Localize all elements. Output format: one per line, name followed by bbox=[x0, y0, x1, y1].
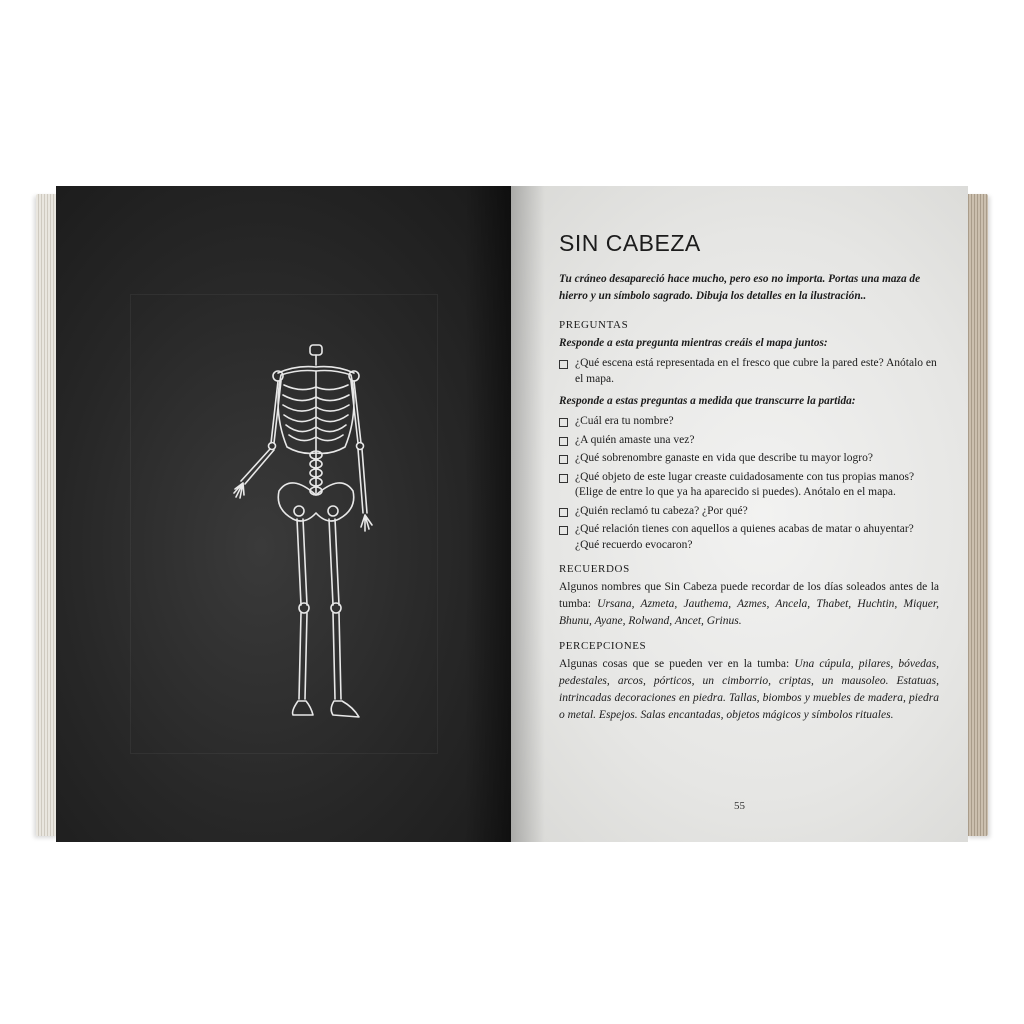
section-heading-preguntas: PREGUNTAS bbox=[559, 319, 629, 331]
question-item: ¿Qué sobrenombre ganaste en vida que describe tu mayor logro? bbox=[559, 451, 939, 467]
checkbox-icon[interactable] bbox=[559, 474, 568, 483]
question-item: ¿Quién reclamó tu cabeza? ¿Por qué? bbox=[559, 504, 939, 520]
question-item: ¿Qué relación tienes con aquellos a quienes acabas de matar o ahuyentar? ¿Qué recuerdo evocaron? bbox=[559, 522, 939, 553]
section-heading-percepciones: PERCEPCIONES bbox=[559, 640, 647, 652]
headless-skeleton-illustration bbox=[221, 343, 431, 763]
right-page bbox=[511, 186, 968, 842]
page-content bbox=[559, 230, 939, 734]
checkbox-icon[interactable] bbox=[559, 437, 568, 446]
recuerdos-names: Ursana, Azmeta, Jauthema, Azmes, Ancela, Thabet, Huchtin, Miquer, Bhunu, Ayane, Rolwand, Ancet, Grinus. bbox=[559, 598, 939, 627]
question-list-2 bbox=[559, 414, 939, 553]
open-book bbox=[36, 186, 988, 842]
checkbox-icon[interactable] bbox=[559, 360, 568, 369]
question-item: ¿Qué escena está representada en el fresco que cubre la pared este? Anótalo en el mapa. bbox=[559, 356, 939, 387]
preguntas-subheading-1: Responde a esta pregunta mientras creáis el mapa juntos: bbox=[559, 337, 828, 349]
question-item: ¿Cuál era tu nombre? bbox=[559, 414, 939, 430]
left-page bbox=[56, 186, 511, 842]
page-title: SIN CABEZA bbox=[559, 230, 701, 256]
section-heading-recuerdos: RECUERDOS bbox=[559, 563, 630, 575]
question-item: ¿Qué objeto de este lugar creaste cuidadosamente con tus propias manos? (Elige de entre lo que ya ha aparecido si puedes). Anótalo en el mapa. bbox=[559, 470, 939, 501]
question-item: ¿A quién amaste una vez? bbox=[559, 433, 939, 449]
checkbox-icon[interactable] bbox=[559, 418, 568, 427]
checkbox-icon[interactable] bbox=[559, 508, 568, 517]
page-edges-left bbox=[36, 194, 58, 836]
page-number: 55 bbox=[734, 800, 745, 812]
spine-shadow bbox=[465, 186, 511, 842]
percepciones-list: Una cúpula, pilares, bóvedas, pedestales, arcos, pórticos, un cimborrio, criptas, un mausoleo. Estatuas, intrincadas decoraciones en piedra. Tallas, biombos y muebles de madera, piedra o metal. Espejos. Salas encantadas, objetos mágicos y símbolos rituales. bbox=[559, 658, 939, 721]
recuerdos-text: Algunos nombres que Sin Cabeza puede recordar de los días soleados antes de la tumba: Ursana, Azmeta, Jauthema, Azmes, Ancela, Thabet, Huchtin, Miquer, Bhunu, Ayane, Rolwand, Ancet, Grinus. bbox=[559, 581, 939, 627]
intro-text: Tu cráneo desapareció hace mucho, pero eso no importa. Portas una maza de hierro y un símbolo sagrado. Dibuja los detalles en la ilustración.. bbox=[559, 273, 921, 302]
question-list-1 bbox=[559, 356, 939, 387]
checkbox-icon[interactable] bbox=[559, 455, 568, 464]
checkbox-icon[interactable] bbox=[559, 526, 568, 535]
preguntas-subheading-2: Responde a estas preguntas a medida que transcurre la partida: bbox=[559, 395, 856, 407]
page-edges-right bbox=[966, 194, 988, 836]
spine-shadow bbox=[511, 186, 545, 842]
percepciones-text: Algunas cosas que se pueden ver en la tumba: Una cúpula, pilares, bóvedas, pedestales, arcos, pórticos, un cimborrio, criptas, un mausoleo. Estatuas, intrincadas decoraciones en piedra. Tallas, biombos y muebles de madera, piedra o metal. Espejos. Salas encantadas, objetos mágicos y símbolos rituales. bbox=[559, 658, 939, 721]
